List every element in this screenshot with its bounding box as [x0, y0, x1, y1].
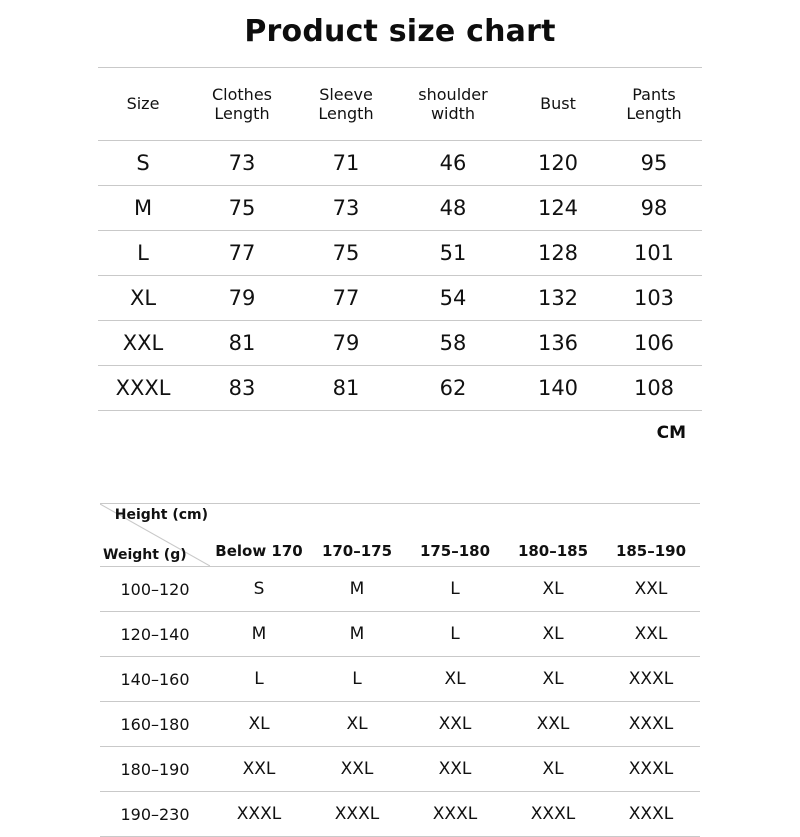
cell-clothes-length: 83	[188, 366, 296, 411]
cell-size: L	[308, 657, 406, 702]
cell-shoulder-width: 54	[396, 276, 510, 321]
cell-weight-range: 160–180	[100, 702, 210, 747]
size-chart-page	[0, 14, 800, 824]
unit-label: CM	[656, 423, 686, 443]
cell-shoulder-width: 58	[396, 321, 510, 366]
header-pants-length-line1: Pants	[632, 84, 676, 104]
cell-bust: 128	[510, 231, 606, 276]
cell-clothes-length: 77	[188, 231, 296, 276]
cell-size: XXXL	[504, 792, 602, 837]
cell-size: XXXL	[210, 792, 308, 837]
table-row	[98, 276, 702, 321]
size-table-body	[98, 141, 702, 411]
cell-weight-range: 190–230	[100, 792, 210, 837]
fit-table-header	[100, 504, 700, 567]
fit-table-header-row	[100, 504, 700, 567]
cell-shoulder-width: 46	[396, 141, 510, 186]
cell-size: XXXL	[308, 792, 406, 837]
header-sleeve-length-line2: Length	[318, 104, 374, 123]
header-clothes-length	[188, 68, 296, 141]
cell-size: XL	[504, 657, 602, 702]
table-row	[98, 231, 702, 276]
header-shoulder-width	[396, 68, 510, 141]
cell-pants-length: 95	[606, 141, 702, 186]
cell-weight-range: 120–140	[100, 612, 210, 657]
cell-sleeve-length: 77	[296, 276, 396, 321]
header-pants-length-line2: Length	[626, 104, 682, 123]
cell-sleeve-length: 75	[296, 231, 396, 276]
cell-size: XXL	[210, 747, 308, 792]
cell-clothes-length: 81	[188, 321, 296, 366]
cell-sleeve-length: 81	[296, 366, 396, 411]
cell-size: XL	[406, 657, 504, 702]
cell-size: XXL	[406, 747, 504, 792]
table-row	[100, 612, 700, 657]
size-table-header	[98, 68, 702, 141]
cell-sleeve-length: 79	[296, 321, 396, 366]
cell-shoulder-width: 62	[396, 366, 510, 411]
cell-size: XXL	[98, 321, 188, 366]
cell-size: XXXL	[602, 747, 700, 792]
header-bust-line1: Bust	[540, 94, 576, 114]
cell-size: S	[210, 567, 308, 612]
cell-clothes-length: 75	[188, 186, 296, 231]
header-height-weight-corner	[100, 504, 210, 567]
header-pants-length	[606, 68, 702, 141]
cell-shoulder-width: 51	[396, 231, 510, 276]
cell-size: M	[210, 612, 308, 657]
cell-pants-length: 98	[606, 186, 702, 231]
fit-chart-section	[0, 503, 800, 837]
cell-shoulder-width: 48	[396, 186, 510, 231]
cell-clothes-length: 73	[188, 141, 296, 186]
cell-bust: 120	[510, 141, 606, 186]
cell-clothes-length: 79	[188, 276, 296, 321]
cell-bust: 132	[510, 276, 606, 321]
cell-pants-length: 106	[606, 321, 702, 366]
cell-sleeve-length: 73	[296, 186, 396, 231]
table-row	[98, 186, 702, 231]
cell-pants-length: 103	[606, 276, 702, 321]
header-shoulder-width-line2: width	[430, 104, 476, 123]
table-row	[100, 702, 700, 747]
cell-size: S	[98, 141, 188, 186]
header-size-line1: Size	[126, 94, 160, 114]
cell-size: XL	[210, 702, 308, 747]
cell-size: XXXL	[98, 366, 188, 411]
cell-weight-range: 100–120	[100, 567, 210, 612]
cell-size: XL	[98, 276, 188, 321]
cell-size: XL	[308, 702, 406, 747]
table-row	[98, 321, 702, 366]
cell-size: XXL	[602, 567, 700, 612]
table-row	[100, 657, 700, 702]
cell-pants-length: 101	[606, 231, 702, 276]
table-row	[100, 747, 700, 792]
label-height: Height (cm)	[114, 507, 208, 523]
height-weight-table	[100, 503, 700, 837]
cell-size: M	[308, 567, 406, 612]
table-row	[100, 792, 700, 837]
cell-size: M	[98, 186, 188, 231]
cell-size: XL	[504, 567, 602, 612]
header-height-180-185: 180–185	[504, 504, 602, 567]
table-row	[100, 567, 700, 612]
header-clothes-length-line2: Length	[214, 104, 270, 123]
cell-size: XXXL	[406, 792, 504, 837]
cell-bust: 136	[510, 321, 606, 366]
cell-size: XL	[504, 747, 602, 792]
cell-weight-range: 140–160	[100, 657, 210, 702]
cell-size: M	[308, 612, 406, 657]
fit-table-body	[100, 567, 700, 837]
cell-size: XXXL	[602, 792, 700, 837]
header-clothes-length-line1: Clothes	[212, 84, 272, 104]
header-shoulder-width-line1: shoulder	[418, 84, 488, 104]
table-row	[98, 366, 702, 411]
cell-size: XXL	[308, 747, 406, 792]
cell-size: L	[406, 612, 504, 657]
cell-size: L	[210, 657, 308, 702]
cell-size: L	[98, 231, 188, 276]
product-size-table	[98, 67, 702, 411]
cell-pants-length: 108	[606, 366, 702, 411]
cell-size: XXXL	[602, 702, 700, 747]
cell-size: XXL	[504, 702, 602, 747]
header-height-170-175: 170–175	[308, 504, 406, 567]
cell-size: XXL	[406, 702, 504, 747]
header-sleeve-length	[296, 68, 396, 141]
page-title: Product size chart	[244, 14, 556, 49]
cell-bust: 140	[510, 366, 606, 411]
header-height-185-190: 185–190	[602, 504, 700, 567]
cell-size: L	[406, 567, 504, 612]
header-size	[98, 68, 188, 141]
cell-weight-range: 180–190	[100, 747, 210, 792]
header-height-below-170: Below 170	[210, 504, 308, 567]
label-weight: Weight (g)	[103, 547, 187, 563]
cell-bust: 124	[510, 186, 606, 231]
cell-size: XL	[504, 612, 602, 657]
cell-size: XXXL	[602, 657, 700, 702]
header-sleeve-length-line1: Sleeve	[319, 84, 373, 104]
cell-size: XXL	[602, 612, 700, 657]
table-row	[98, 141, 702, 186]
header-bust	[510, 68, 606, 141]
header-height-175-180: 175–180	[406, 504, 504, 567]
size-table-header-row	[98, 68, 702, 141]
cell-sleeve-length: 71	[296, 141, 396, 186]
